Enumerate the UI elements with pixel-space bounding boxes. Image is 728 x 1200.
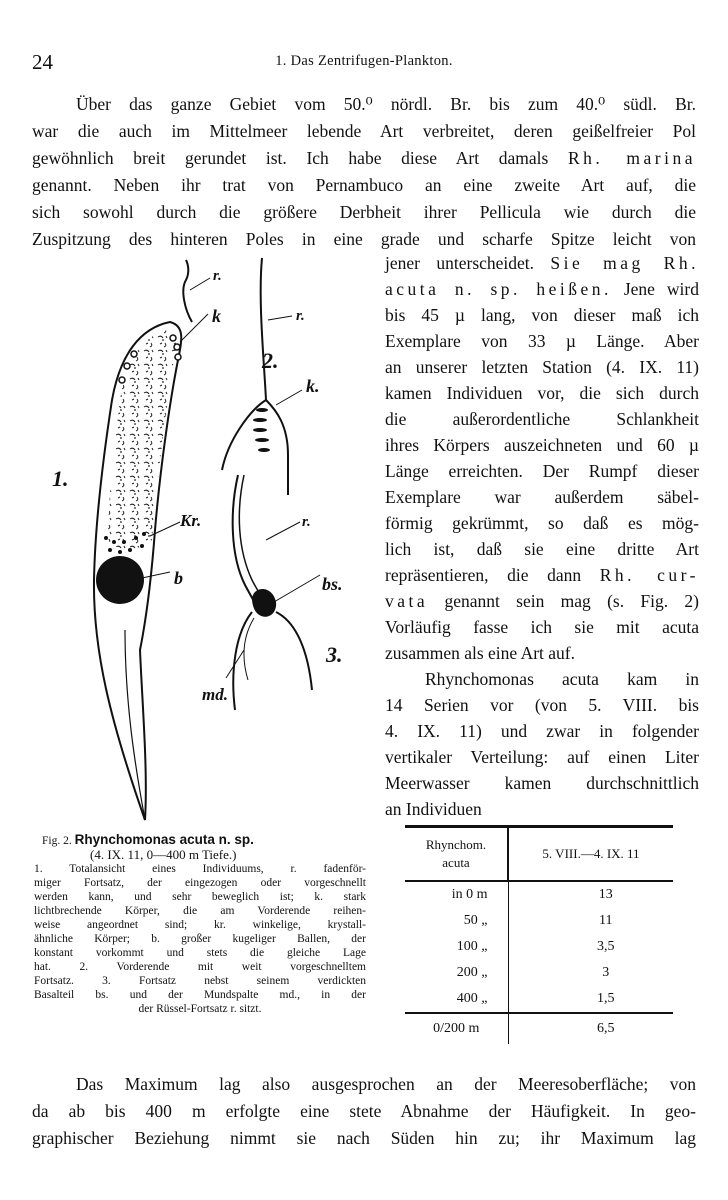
caption-line: miger Fortsatz, der eingezogen oder vorgeschnellt <box>34 877 366 889</box>
caption-line: der Rüssel-Fortsatz r. sitzt. <box>138 1003 262 1015</box>
figure-caption <box>34 833 366 1016</box>
fig1-ball-b <box>96 556 144 604</box>
text-span: repräsentieren, die dann <box>385 565 582 585</box>
depth-cell: 400 „ <box>405 986 508 1013</box>
value-cell: 3,5 <box>597 939 615 954</box>
text-line: ihres Körpers auszeichneten und 60 µ <box>385 435 699 455</box>
depth-cell: 0/200 m <box>405 1013 508 1044</box>
value-cell: 3 <box>602 965 610 980</box>
species-name-spaced: Rh. cur- <box>599 565 699 585</box>
label-fig2: 2. <box>262 348 279 373</box>
caption-title-line <box>34 833 366 848</box>
caption-line: weise angeordnet sind; kr. winkelige, krystall- <box>34 919 366 931</box>
caption-line: konstant vorkommt und stets die gleiche Lage <box>34 947 366 959</box>
text-line <box>32 147 696 169</box>
caption-line: Fortsatz. 3. Fortsatz nebst seinem verdickten <box>34 975 366 987</box>
fig3-basal-part <box>252 589 276 617</box>
text-line <box>385 278 699 300</box>
species-name-spaced: Rh. marina <box>567 148 697 168</box>
text-line: Meerwasser kamen durchschnittlich <box>385 773 699 793</box>
text-line: Exemplare war außerdem säbel- <box>385 487 699 507</box>
label-b: b <box>174 568 183 588</box>
fig2-outline <box>222 400 288 495</box>
text-line: sich sowohl durch die größere Derbheit ihrer Pellicula wie durch die <box>32 202 696 222</box>
caption-subtitle: (4. IX. 11, 0—400 m Tiefe.) <box>90 847 237 862</box>
text-line: an Individuen <box>385 799 482 819</box>
text-line: Das Maximum lag also ausgesprochen an der Meeresoberfläche; von <box>76 1074 696 1094</box>
text-line: förmig gekrümmt, so daß es mög- <box>385 513 699 533</box>
text-line: Exemplare von 33 µ Länge. Aber <box>385 331 699 351</box>
fig2-flagellum <box>261 258 266 400</box>
species-name-spaced: vata <box>385 591 429 611</box>
table-row <box>405 908 673 934</box>
fig3-process <box>226 475 320 710</box>
text-span: gewöhnlich breit gerundet ist. Ich habe diese Art damals <box>32 148 549 168</box>
text-line: bis 45 µ lang, von dieser maß ich <box>385 305 699 325</box>
text-line: Länge erreichten. Der Rumpf dieser <box>385 461 699 481</box>
text-line: Rhynchomonas acuta kam in <box>425 669 699 689</box>
value-cell: 1,5 <box>597 991 615 1006</box>
label-fig1: 1. <box>52 466 69 491</box>
text-line: Zuspitzung des hinteren Poles in eine grade und scharfe Spitze leicht von <box>32 229 696 249</box>
table-row <box>405 881 673 908</box>
caption-prefix: Fig. 2. <box>42 835 72 847</box>
page-number: 24 <box>32 50 53 74</box>
depth-cell: in 0 m <box>405 881 508 908</box>
text-line: 14 Serien vor (von 5. VIII. bis <box>385 695 699 715</box>
caption-line: hat. 2. Vorderende mit weit vorgeschnelltem <box>34 961 366 973</box>
header-text: Rhynchom. <box>425 837 487 852</box>
text-line: Vorläufig fasse ich sie mit acuta <box>385 617 699 637</box>
text-line: Über das ganze Gebiet vom 50.⁰ nördl. Br. bis zum 40.⁰ südl. Br. <box>76 94 696 114</box>
table-row <box>405 934 673 960</box>
fig1-flagellum <box>183 260 192 322</box>
fig2-refractive-bodies <box>253 408 270 452</box>
caption-line: Basalteil bs. und der Mundspalte md., in der <box>34 989 366 1001</box>
table-header-col1 <box>405 827 508 882</box>
table-header-col2: 5. VIII.—4. IX. 11 <box>508 827 673 882</box>
label-r-fig1: r. <box>213 268 222 284</box>
value-cell: 6,5 <box>508 1013 673 1044</box>
text-line: da ab bis 400 m erfolgte eine stete Abnahme der Häufigkeit. In geo- <box>32 1101 696 1121</box>
label-kr: Kr. <box>180 511 202 530</box>
text-line: 4. IX. 11) und zwar in folgender <box>385 721 699 741</box>
depth-cell: 200 „ <box>405 960 508 986</box>
table-row <box>405 960 673 986</box>
table-row <box>405 986 673 1013</box>
label-k-fig1: k <box>212 306 221 326</box>
depth-cell: 50 „ <box>405 908 508 934</box>
text-line <box>385 590 699 612</box>
species-name-spaced: Sie mag Rh. <box>550 253 699 273</box>
text-line: kamen Individuen vor, die sich durch <box>385 383 699 403</box>
text-line: an unserer letzten Station (4. IX. 11) <box>385 357 699 377</box>
text-line: lich ist, daß sie eine dritte Art <box>385 539 699 559</box>
label-k-fig2: k. <box>306 376 320 396</box>
text-line: graphischer Beziehung nimmt sie nach Süden hin zu; ihr Maximum lag <box>32 1128 696 1148</box>
text-span: jener unterscheidet. <box>385 253 535 273</box>
caption-line: ähnliche Körper; b. großer kugeliger Ballen, der <box>34 933 366 945</box>
caption-line: lichtbrechende Körper, die am Vorderende reihen- <box>34 905 366 917</box>
caption-line: 1. Totalansicht eines Individuums, r. fadenför- <box>34 863 366 875</box>
text-line <box>385 252 699 274</box>
text-line <box>385 564 699 586</box>
text-line: die außerordentliche Schlankheit <box>385 409 699 429</box>
text-line: genannt. Neben ihr trat von Pernambuco an eine zweite Art auf, die <box>32 175 696 195</box>
text-span: Jene wird <box>623 279 699 299</box>
table-total-row <box>405 1013 673 1044</box>
text-line: war die auch im Mittelmeer lebende Art verbreitet, deren geißelfreier Pol <box>32 121 696 141</box>
rhynchomonas-figure <box>30 250 380 840</box>
fig1-organism <box>94 260 192 820</box>
caption-line: werden kann, und sehr beweglich ist; k. stark <box>34 891 366 903</box>
text-line: zusammen als eine Art auf. <box>385 643 576 663</box>
label-r-fig3: r. <box>302 514 311 530</box>
depth-cell: 100 „ <box>405 934 508 960</box>
running-head: 1. Das Zentrifugen-Plankton. <box>275 53 453 69</box>
text-line: vertikaler Verteilung: auf einen Liter <box>385 747 699 767</box>
fig3-body <box>233 612 312 710</box>
species-name-spaced: acuta n. sp. heißen. <box>385 279 612 299</box>
fig2-anterior-end <box>222 258 302 495</box>
label-md: md. <box>202 685 228 704</box>
value-cell: 11 <box>599 913 613 928</box>
caption-title: Rhynchomonas acuta n. sp. <box>74 832 254 847</box>
text-span: genannt sein mag (s. Fig. 2) <box>444 591 700 611</box>
distribution-table <box>405 825 673 1065</box>
value-cell: 13 <box>598 887 613 902</box>
label-bs: bs. <box>322 574 343 594</box>
header-text: acuta <box>442 855 470 870</box>
label-fig3: 3. <box>326 642 343 667</box>
label-r-fig2: r. <box>296 308 305 324</box>
